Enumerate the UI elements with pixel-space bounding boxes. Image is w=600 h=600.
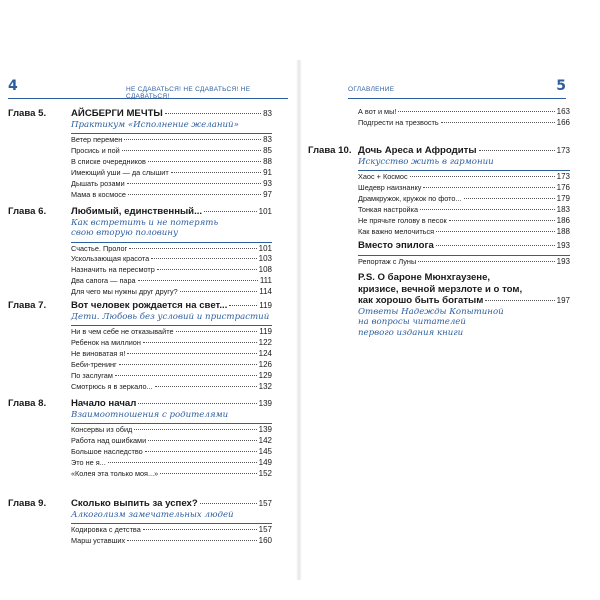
toc-entry-title: Работа над ошибками <box>71 435 147 445</box>
toc-entry-page: 101 <box>258 243 272 253</box>
toc-entry-page: 183 <box>556 204 570 214</box>
chapter-rule <box>71 242 272 243</box>
toc-entry-title: Дышать розами <box>71 178 125 188</box>
chapter-label: Глава 8. <box>8 398 47 409</box>
leader-dots <box>127 540 256 541</box>
leader-dots <box>171 172 261 173</box>
chapter-label: Глава 6. <box>8 206 47 217</box>
leader-dots <box>157 269 257 270</box>
toc-entry-title: Просись и пой <box>71 145 120 155</box>
chapter-title[interactable]: Начало начал 139 <box>71 398 272 409</box>
ps-title-line[interactable]: кризисе, вечной мерзлоте и о том, <box>358 283 523 295</box>
leader-dots <box>176 331 258 332</box>
toc-entry-page: 83 <box>263 135 272 144</box>
chapter-subtitle: Взаимоотношения с родителями <box>71 409 229 420</box>
toc-entry-page: 176 <box>556 182 570 192</box>
toc-entry-title: Репортаж с Луны <box>358 256 417 266</box>
toc-entry[interactable] <box>71 244 272 255</box>
leader-dots <box>143 342 257 343</box>
toc-entry-title: Тонкая настройка <box>358 204 419 214</box>
toc-entry[interactable] <box>71 265 272 276</box>
leader-dots <box>180 291 258 292</box>
toc-entry-page: 166 <box>556 117 570 127</box>
toc-entry-page: 145 <box>258 446 272 456</box>
leader-dots <box>124 139 261 140</box>
toc-entry-page: 163 <box>556 107 570 116</box>
chapter-subtitle: на вопросы читателей <box>358 317 466 327</box>
toc-entry-title: Кодировка с детства <box>71 525 141 534</box>
toc-entry-title: Смотрюсь я в зеркало... <box>71 381 153 391</box>
leader-dots <box>151 258 256 259</box>
toc-entry[interactable] <box>71 168 272 179</box>
toc-entry-page: 193 <box>556 256 570 266</box>
chapter-subtitle: Как встретить и не потерять <box>71 217 219 228</box>
leader-dots <box>143 529 257 530</box>
toc-entry-title: Это не я... <box>71 457 106 467</box>
leader-dots <box>134 429 256 430</box>
toc-entry[interactable] <box>358 227 570 238</box>
leader-dots <box>138 280 258 281</box>
toc-entry-page: 114 <box>259 287 272 297</box>
chapter-subtitle: свою вторую половину <box>71 228 178 238</box>
toc-entry-title: Мама в космосе <box>71 189 126 199</box>
toc-entry[interactable] <box>71 190 272 201</box>
leader-dots <box>464 198 555 199</box>
toc-entry-title: Ребенок на миллион <box>71 337 141 347</box>
toc-entry-page: 179 <box>556 193 570 203</box>
toc-entry-page: 126 <box>258 359 272 369</box>
toc-entry[interactable] <box>71 425 272 436</box>
toc-entry[interactable] <box>358 118 570 129</box>
chapter-rule <box>71 325 272 326</box>
left-page-header <box>8 78 288 100</box>
chapter-title[interactable]: АЙСБЕРГИ МЕЧТЫ 83 <box>71 108 272 119</box>
toc-entry-title: По заслугам <box>71 370 113 380</box>
leader-dots <box>398 111 554 112</box>
toc-entry-title: Хаос + Космос <box>358 172 408 181</box>
leader-dots <box>127 183 261 184</box>
toc-entry-page: 122 <box>258 337 272 347</box>
right-page <box>300 0 600 600</box>
toc-entry-page: 149 <box>258 457 272 467</box>
toc-entry[interactable] <box>71 276 272 287</box>
toc-entry-title: Подгрести на трезвость <box>358 117 439 127</box>
toc-entry-page: 119 <box>259 327 272 336</box>
chapter-label: Глава 9. <box>8 498 47 509</box>
leader-dots <box>127 353 256 354</box>
toc-entry-title: Для чего мы нужны друг другу? <box>71 287 178 297</box>
toc-entry[interactable] <box>71 179 272 190</box>
chapter-rule <box>71 133 272 134</box>
toc-entry-page: 132 <box>258 381 272 391</box>
toc-entry-page: 186 <box>556 215 570 225</box>
toc-entry[interactable] <box>71 525 272 536</box>
right-running-head: ОГЛАВЛЕНИЕ <box>348 86 395 93</box>
toc-entry-title: Марш уставших <box>71 535 126 545</box>
toc-entry-page: 88 <box>263 156 272 166</box>
chapter-subtitle: Алкоголизм замечательных людей <box>71 509 234 520</box>
toc-entry-page: 85 <box>263 145 272 155</box>
leader-dots <box>441 122 555 123</box>
toc-entry[interactable] <box>71 135 272 146</box>
toc-entry[interactable] <box>71 469 272 480</box>
toc-entry-page: 97 <box>263 189 272 199</box>
chapter-title[interactable]: Дочь Ареса и Афродиты 173 <box>358 145 570 156</box>
epilogue-section <box>358 240 570 267</box>
toc-entry[interactable] <box>71 360 272 371</box>
toc-entry-title: Имеющий уши — да слышит <box>71 167 169 177</box>
toc-entry-page: 142 <box>258 435 272 445</box>
leader-dots <box>436 231 555 232</box>
leader-dots <box>108 462 257 463</box>
toc-entry-title: А вот и мы! <box>358 107 397 116</box>
leader-dots <box>128 194 261 195</box>
toc-entry[interactable] <box>71 157 272 168</box>
toc-entry[interactable] <box>71 447 272 458</box>
leader-dots <box>418 261 554 262</box>
toc-entry-page: 139 <box>258 425 272 434</box>
toc-entry[interactable] <box>71 458 272 469</box>
chapter-title[interactable]: Любимый, единственный... 101 <box>71 206 272 217</box>
leader-dots <box>160 473 256 474</box>
toc-entry[interactable] <box>358 194 570 205</box>
chapter-title[interactable]: Сколько выпить за успех? 157 <box>71 498 272 509</box>
chapter-subtitle: Ответы Надежды Копытиной <box>358 306 504 317</box>
toc-entry-title: Ускользающая красота <box>71 254 150 264</box>
chapter-label: Глава 10. <box>308 145 352 156</box>
toc-entry-title: Ветер перемен <box>71 135 123 144</box>
toc-entry-title: Консервы из обид <box>71 425 133 434</box>
toc-entry-title: Драмкружок, кружок по фото... <box>358 193 462 203</box>
left-page <box>0 0 298 600</box>
right-page-number: 5 <box>556 78 566 94</box>
toc-entry-page: 152 <box>258 468 272 478</box>
chapter-title[interactable]: Вот человек рождается на свет... 119 <box>71 300 272 311</box>
toc-entry[interactable] <box>71 287 272 298</box>
ps-title-line[interactable]: P.S. О бароне Мюнхгаузене, <box>358 272 491 283</box>
toc-entry[interactable] <box>71 146 272 157</box>
leader-dots <box>449 220 555 221</box>
leader-dots <box>423 187 554 188</box>
toc-entry-title: Как важно мелочиться <box>358 226 435 236</box>
toc-entry-title: Счастье. Пролог <box>71 243 128 253</box>
toc-entry-title: Не виноватая я! <box>71 348 126 358</box>
toc-entry-page: 129 <box>258 370 272 380</box>
toc-entry-title: Шедевр наизнанку <box>358 182 422 192</box>
leader-dots <box>119 364 257 365</box>
toc-entry-page: 108 <box>258 265 272 275</box>
toc-entry-title: Назначить на пересмотр <box>71 265 155 275</box>
leader-dots <box>129 248 256 249</box>
chapter-subtitle: Дети. Любовь без условий и пристрастий <box>71 311 270 322</box>
toc-entry-page: 111 <box>259 276 272 286</box>
epilogue-title[interactable]: Вместо эпилога 193 <box>358 240 570 251</box>
toc-entry-page: 173 <box>556 172 570 181</box>
chapter-subtitle: Практикум «Исполнение желаний» <box>71 119 239 130</box>
chapter-rule <box>71 523 272 524</box>
toc-entry-page: 157 <box>258 525 272 534</box>
chapter-rule <box>71 423 272 424</box>
toc-entry[interactable] <box>71 327 272 338</box>
right-page-header <box>348 78 566 99</box>
toc-entry-title: «Колея эта только моя...» <box>71 468 159 478</box>
left-page-number: 4 <box>8 78 18 94</box>
toc-entry-title: В списке очередников <box>71 156 146 166</box>
toc-entry-title: Беби-тренинг <box>71 359 117 369</box>
toc-entry-page: 160 <box>258 535 272 545</box>
leader-dots <box>145 451 257 452</box>
left-running-head: НЕ СДАВАТЬСЯ! НЕ СДАВАТЬСЯ! НЕ СДАВАТЬСЯ! <box>126 86 251 100</box>
toc-entry-title: Большое наследство <box>71 446 143 456</box>
leader-dots <box>148 440 256 441</box>
toc-entry[interactable] <box>71 338 272 349</box>
toc-entry[interactable] <box>71 349 272 360</box>
toc-entry-title: Два сапога — пара <box>71 276 136 286</box>
toc-entry[interactable] <box>358 257 570 268</box>
toc-entry-page: 91 <box>263 167 272 177</box>
toc-entry[interactable] <box>358 107 570 118</box>
ps-title-line[interactable]: как хорошо быть богатым 197 <box>358 295 570 306</box>
chapter-rule <box>358 170 570 171</box>
ps-section <box>358 272 570 338</box>
toc-entry[interactable] <box>358 205 570 216</box>
toc-entry[interactable] <box>71 436 272 447</box>
toc-entry[interactable] <box>71 536 272 547</box>
toc-entry-page: 93 <box>263 178 272 188</box>
chapter-label: Глава 7. <box>8 300 47 311</box>
leader-dots <box>148 161 261 162</box>
toc-entry[interactable] <box>358 216 570 227</box>
leader-dots <box>410 176 555 177</box>
toc-entry-page: 103 <box>258 254 272 264</box>
toc-entry[interactable] <box>358 183 570 194</box>
leader-dots <box>115 375 257 376</box>
chapter-subtitle: первого издания книги <box>358 327 464 338</box>
toc-entry-page: 188 <box>556 226 570 236</box>
toc-entry-title: Ни в чем себе не отказывайте <box>71 327 174 336</box>
toc-entry-page: 124 <box>258 348 272 358</box>
toc-entry[interactable] <box>71 371 272 382</box>
leader-dots <box>420 209 555 210</box>
toc-entry[interactable] <box>71 254 272 265</box>
toc-entry-title: Не прячьте голову в песок <box>358 215 447 225</box>
epilogue-rule <box>358 255 570 256</box>
chapter-subtitle: Искусство жить в гармонии <box>358 156 494 167</box>
leader-dots <box>155 386 257 387</box>
toc-entry[interactable] <box>358 172 570 183</box>
leader-dots <box>122 150 261 151</box>
toc-entry[interactable] <box>71 382 272 393</box>
chapter-label: Глава 5. <box>8 108 47 119</box>
continued-chapter-9 <box>358 107 570 129</box>
